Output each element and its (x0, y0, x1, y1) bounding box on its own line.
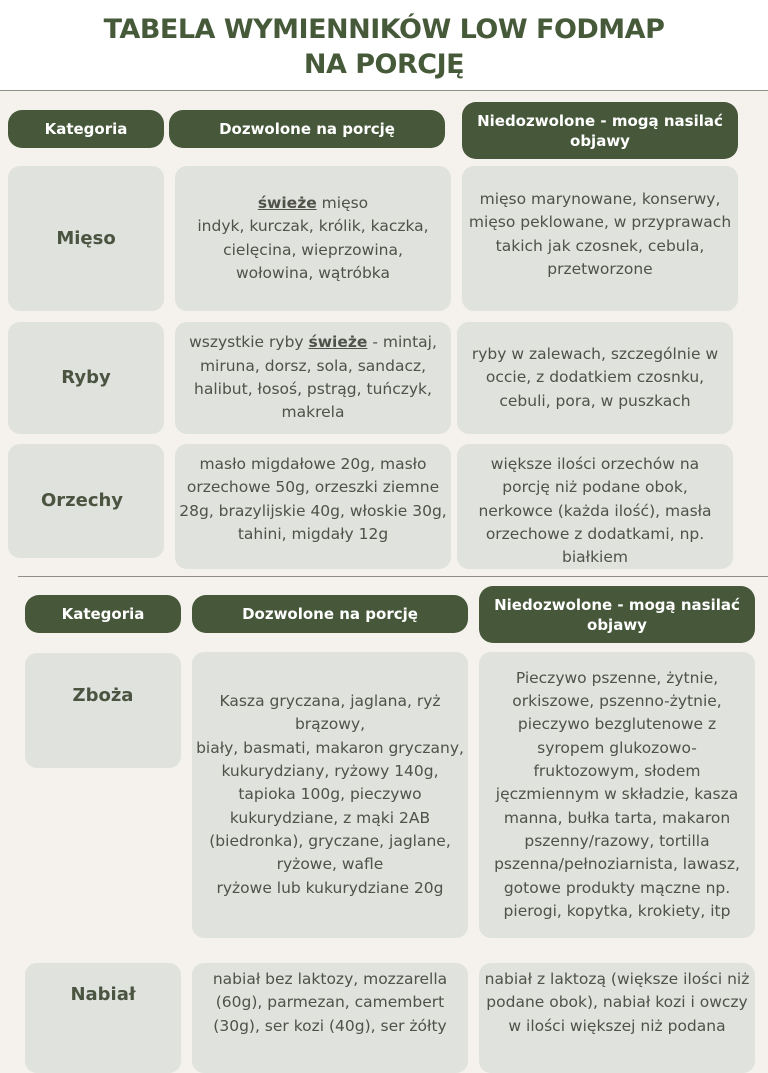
header-forbidden-2: Niedozwolone - mogą nasilać objawy (479, 586, 755, 643)
allowed-orzechy-text: masło migdałowe 20g, masło orzechowe 50g, orzeszki ziemne 28g, brazylijskie 40g, włoskie 30g, tahini, migdały 12g (179, 455, 447, 543)
header-forbidden: Niedozwolone - mogą nasilać objawy (462, 102, 738, 159)
page-header (0, 0, 768, 91)
forbidden-nabial-text: nabiał z laktozą (większe ilości niż podane obok), nabiał kozi i owczy w ilości większej niż podana (484, 970, 750, 1035)
category-orzechy: Orzechy (8, 444, 164, 558)
allowed-mieso-after: mięso (316, 193, 369, 212)
forbidden-orzechy-text: większe ilości orzechów na porcję niż podane obok, nerkowce (każda ilość), masła orzechowe z dodatkami, np. białkiem (478, 455, 712, 567)
header-category: Kategoria (8, 110, 164, 148)
forbidden-zboza-text: Pieczywo pszenne, żytnie, orkiszowe, pszenno-żytnie, pieczywo bezglutenowe z syropem glukozowo-fruktozowym, słodem jęczmiennym w składzie, kasza manna, bułka tarta, makaron pszenny/razowy, tortilla pszenna/pełnoziarnista, lawasz, gotowe produkty mączne np. pierogi, kopytka, krokiety, itp (494, 668, 740, 920)
allowed-nabial (192, 963, 468, 1073)
forbidden-ryby (457, 322, 733, 434)
allowed-orzechy (175, 444, 451, 569)
section-divider (18, 576, 768, 577)
allowed-nabial-text: nabiał bez laktozy, mozzarella (60g), parmezan, camembert (30g), ser kozi (40g), ser żółty (212, 970, 448, 1035)
allowed-mieso-emphasis: świeże (257, 193, 317, 212)
forbidden-mieso-text: mięso marynowane, konserwy, mięso peklowane, w przyprawach takich jak czosnek, cebula, przetworzone (468, 190, 732, 278)
allowed-zboza-line3: ryżowe lub kukurydziane 20g (216, 878, 444, 897)
category-zboza: Zboża (25, 653, 181, 768)
allowed-mieso-list: indyk, kurczak, królik, kaczka, cielęcina, wieprzowina, wołowina, wątróbka (197, 217, 429, 282)
category-nabial: Nabiał (25, 963, 181, 1073)
header-category-2: Kategoria (25, 595, 181, 633)
category-mieso: Mięso (8, 166, 164, 311)
allowed-ryby-after: - mintaj, miruna, dorsz, sola, sandacz, halibut, łosoś, pstrąg, tuńczyk, makrela (194, 333, 437, 422)
allowed-ryby (175, 322, 451, 434)
forbidden-orzechy (457, 444, 733, 569)
allowed-zboza-line2: biały, basmati, makaron gryczany, kukurydziany, ryżowy 140g, tapioka 100g, pieczywo kukurydziane, z mąki 2AB (biedronka), gryczane, jaglane, ryżowe, wafle (196, 738, 464, 874)
category-ryby: Ryby (8, 322, 164, 434)
header-allowed-2: Dozwolone na porcję (192, 595, 468, 633)
page-title-line2: NA PORCJĘ (303, 49, 465, 80)
forbidden-nabial (479, 963, 755, 1073)
allowed-ryby-before: wszystkie ryby (189, 333, 309, 352)
allowed-zboza (192, 652, 468, 938)
forbidden-ryby-text: ryby w zalewach, szczególnie w occie, z dodatkiem czosnku, cebuli, pora, w puszkach (471, 345, 719, 410)
forbidden-zboza (479, 652, 755, 938)
allowed-zboza-line1: Kasza gryczana, jaglana, ryż brązowy, (219, 692, 441, 734)
allowed-ryby-emphasis: świeże (308, 333, 368, 352)
header-allowed: Dozwolone na porcję (169, 110, 445, 148)
allowed-mieso (175, 166, 451, 311)
page-title-line1: TABELA WYMIENNIKÓW LOW FODMAP (103, 14, 665, 45)
forbidden-mieso (462, 166, 738, 311)
